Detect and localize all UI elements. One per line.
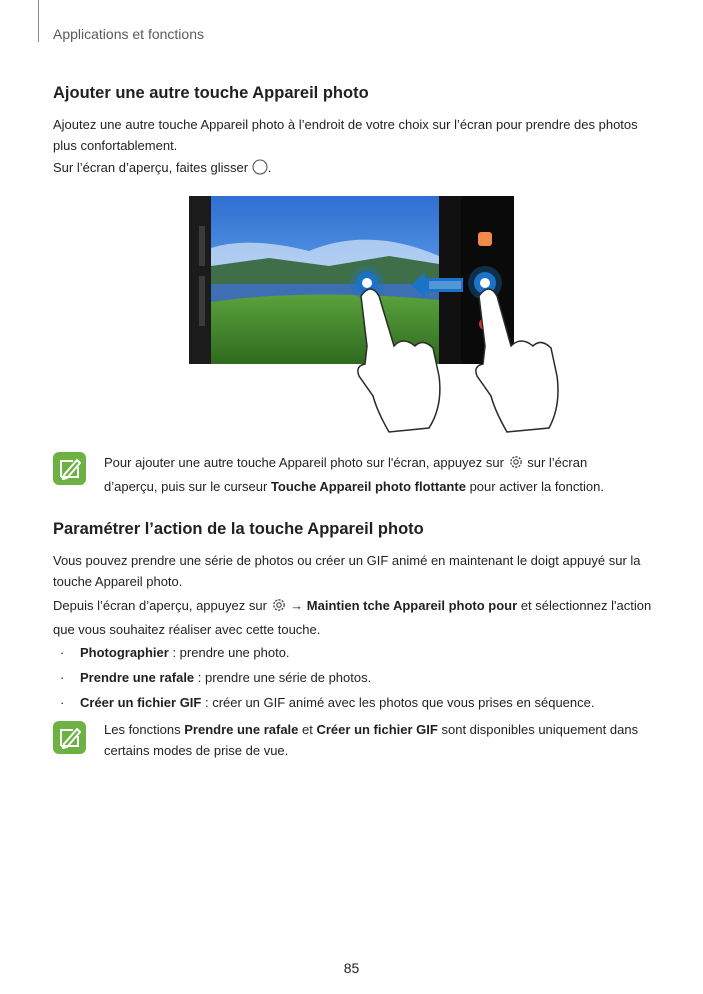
settings-instruction-before: Depuis l’écran d’aperçu, appuyez sur <box>53 598 267 613</box>
arrow-separator: → <box>290 598 304 613</box>
bullet-term-gif: Créer un fichier GIF <box>80 695 202 710</box>
bullet-desc: : prendre une série de photos. <box>194 670 372 685</box>
drag-instruction-text: Sur l’écran d’aperçu, faites glisser <box>53 160 249 175</box>
section2-settings-instruction <box>53 595 653 640</box>
list-item <box>60 667 680 688</box>
note1-text-before: Pour ajouter une autre touche Appareil photo sur l'écran, appuyez sur <box>104 455 504 470</box>
bullet-term-burst: Prendre une rafale <box>80 670 195 685</box>
note2-text-mid: et <box>302 722 313 737</box>
section-header: Applications et fonctions <box>53 26 204 42</box>
burst-feature-label: Prendre une rafale <box>184 722 299 737</box>
header-rule <box>38 0 39 42</box>
hold-camera-button-setting: Maintien tche Appareil photo pour <box>306 598 518 613</box>
note1-text-middle: sur l’écran d’aperçu, puis sur le curseur <box>104 455 588 494</box>
bullet-desc: : prendre une photo. <box>168 645 290 660</box>
note2-text-before: Les fonctions <box>104 722 181 737</box>
note1-text-after: pour activer la fonction. <box>469 479 604 494</box>
bullet-dot: · <box>60 670 65 685</box>
section2-intro-paragraph: Vous pouvez prendre une série de photos ou créer un GIF animé en maintenant le doigt appuyé sur la touche Appareil photo. <box>53 553 641 589</box>
list-item <box>60 692 680 713</box>
section-title-add-camera-button: Ajouter une autre touche Appareil photo <box>53 84 369 102</box>
gear-icon <box>271 597 287 619</box>
note2-text-after: sont disponibles uniquement dans certains modes de prise de vue. <box>104 722 639 758</box>
page-number: 85 <box>343 960 360 976</box>
note-pen-icon <box>53 452 86 485</box>
bullet-term-photograph: Photographier <box>80 645 169 660</box>
section-title-camera-button-action: Paramétrer l’action de la touche Appareil photo <box>53 520 424 538</box>
camera-shutter-icon <box>252 159 268 181</box>
note-shooting-modes <box>104 719 654 761</box>
gif-feature-label: Créer un fichier GIF <box>316 722 438 737</box>
drag-instruction-period: . <box>267 160 272 175</box>
note-add-camera-button <box>104 452 644 497</box>
section1-drag-instruction <box>53 157 653 181</box>
floating-camera-button-label: Touche Appareil photo flottante <box>270 479 466 494</box>
bullet-dot: · <box>60 695 65 710</box>
section1-intro-paragraph: Ajoutez une autre touche Appareil photo à l’endroit de votre choix sur l’écran pour prendre des photos plus confortablement. <box>53 117 638 153</box>
list-item <box>60 642 680 663</box>
bullet-desc: : créer un GIF animé avec les photos que vous prises en séquence. <box>201 695 595 710</box>
settings-instruction-after: et sélectionnez l'action que vous souhaitez réaliser avec cette touche. <box>53 598 652 637</box>
note-pen-icon <box>53 721 86 754</box>
camera-preview-illustration <box>189 196 589 436</box>
bullet-dot: · <box>60 645 65 660</box>
gear-icon <box>508 454 524 476</box>
